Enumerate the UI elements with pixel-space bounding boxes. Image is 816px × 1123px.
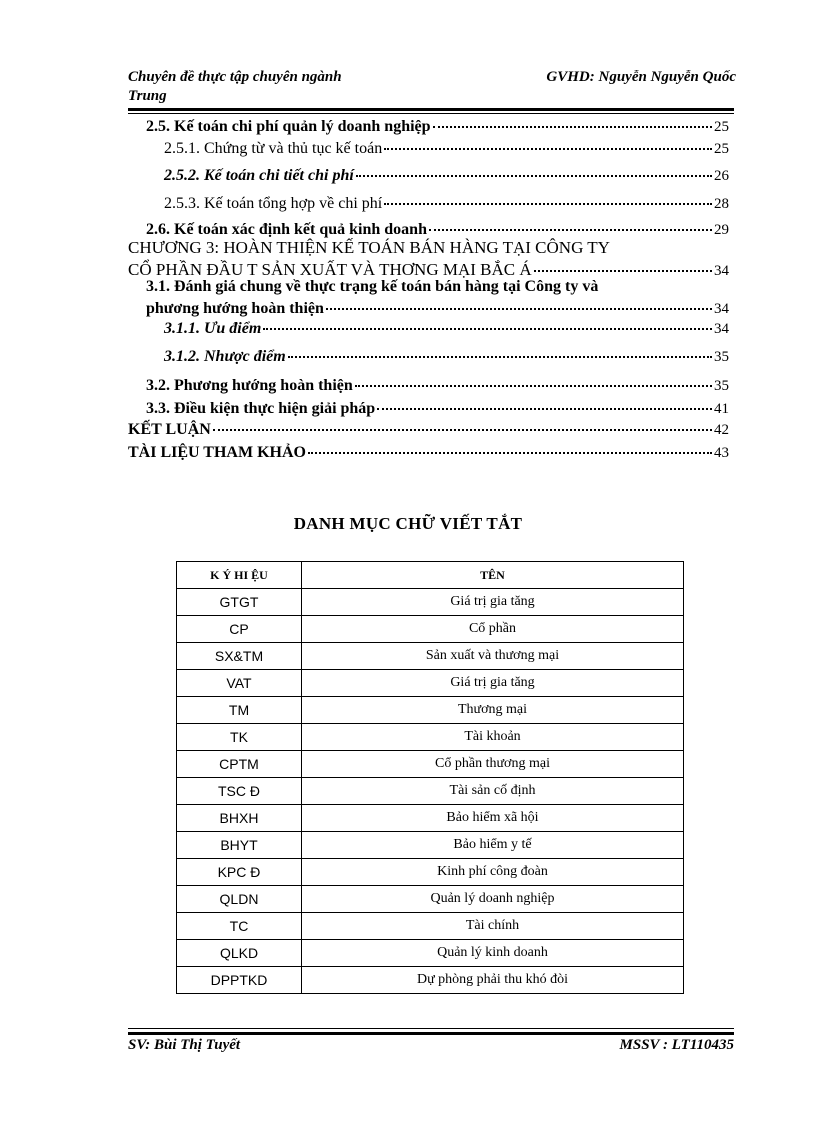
toc-leader bbox=[433, 126, 712, 128]
abbr-meaning: Cổ phần thương mại bbox=[302, 751, 684, 778]
abbr-symbol: QLKD bbox=[177, 940, 302, 967]
abbr-meaning: Bảo hiểm y tế bbox=[302, 832, 684, 859]
toc-entry-title: 2.5.1. Chứng từ và thủ tục kế toán bbox=[164, 140, 383, 157]
toc-entry[interactable] bbox=[146, 377, 729, 395]
abbr-symbol: QLDN bbox=[177, 886, 302, 913]
column-header-name: TÊN bbox=[302, 562, 684, 589]
abbr-symbol: DPPTKD bbox=[177, 967, 302, 994]
table-row bbox=[177, 778, 684, 805]
abbr-meaning: Tài khoản bbox=[302, 724, 684, 751]
toc-leader bbox=[213, 429, 712, 431]
abbr-symbol: CP bbox=[177, 616, 302, 643]
toc-leader bbox=[356, 175, 712, 177]
page-header bbox=[128, 68, 736, 108]
toc-leader bbox=[288, 356, 712, 358]
table-row bbox=[177, 670, 684, 697]
toc-entry-page: 34 bbox=[714, 263, 729, 279]
footer-student-name: SV: Bùi Thị Tuyết bbox=[128, 1037, 241, 1053]
table-row bbox=[177, 751, 684, 778]
abbr-symbol: TSC Đ bbox=[177, 778, 302, 805]
toc-entry[interactable] bbox=[146, 118, 729, 136]
toc-entry-page: 35 bbox=[714, 378, 729, 394]
toc-entry-page: 34 bbox=[714, 301, 729, 317]
abbr-symbol: CPTM bbox=[177, 751, 302, 778]
toc-entry-title: 2.5. Kế toán chi phí quản lý doanh nghiệp bbox=[146, 118, 431, 135]
toc-leader bbox=[326, 308, 712, 310]
toc-entry-page: 42 bbox=[714, 422, 729, 438]
table-row bbox=[177, 724, 684, 751]
abbr-symbol: TC bbox=[177, 913, 302, 940]
toc-leader bbox=[308, 452, 712, 454]
toc-entry[interactable] bbox=[164, 140, 729, 158]
footer-rule-thick bbox=[128, 1032, 734, 1035]
footer-rule-thin bbox=[128, 1028, 734, 1029]
toc-leader bbox=[355, 385, 712, 387]
abbr-meaning: Kinh phí công đoàn bbox=[302, 859, 684, 886]
toc-entry-title: 2.6. Kế toán xác định kết quả kinh doanh bbox=[146, 221, 427, 238]
abbr-symbol: KPC Đ bbox=[177, 859, 302, 886]
toc-leader bbox=[263, 328, 712, 330]
toc-entry-title: 2.5.3. Kế toán tổng hợp về chi phí bbox=[164, 195, 383, 212]
toc-entry[interactable] bbox=[146, 221, 729, 239]
abbr-symbol: SX&TM bbox=[177, 643, 302, 670]
table-row bbox=[177, 589, 684, 616]
abbr-meaning: Dự phòng phải thu khó đòi bbox=[302, 967, 684, 994]
toc-leader bbox=[384, 203, 712, 205]
toc-entry[interactable] bbox=[164, 167, 729, 185]
toc-entry-title: TÀI LIỆU THAM KHẢO bbox=[128, 444, 306, 461]
abbr-meaning: Sản xuất và thương mại bbox=[302, 643, 684, 670]
table-row bbox=[177, 967, 684, 994]
toc-entry[interactable] bbox=[128, 421, 729, 439]
toc-entry-page: 26 bbox=[714, 168, 729, 184]
toc-entry-chapter[interactable] bbox=[128, 260, 729, 280]
toc-entry[interactable] bbox=[128, 444, 729, 462]
abbr-meaning: Giá trị gia tăng bbox=[302, 589, 684, 616]
abbr-symbol: BHXH bbox=[177, 805, 302, 832]
table-row bbox=[177, 913, 684, 940]
toc-entry[interactable] bbox=[146, 278, 729, 296]
abbreviation-table bbox=[176, 561, 684, 994]
abbr-meaning: Bảo hiểm xã hội bbox=[302, 805, 684, 832]
toc-entry-title: 3.1.1. Ưu điểm bbox=[164, 320, 262, 337]
table-header-row bbox=[177, 562, 684, 589]
toc-entry-title: CHƯƠNG 3: HOÀN THIỆN KẾ TOÁN BÁN HÀNG TẠI CÔNG TY bbox=[128, 238, 610, 257]
toc-entry-title: 3.1. Đánh giá chung về thực trạng kế toán bán hàng tại Công ty và bbox=[146, 278, 599, 295]
abbr-symbol: VAT bbox=[177, 670, 302, 697]
header-rule-thin bbox=[128, 113, 734, 114]
toc-entry-page: 41 bbox=[714, 401, 729, 417]
toc-entry-chapter[interactable] bbox=[128, 238, 729, 258]
header-supervisor: GVHD: Nguyễn Nguyễn Quốc bbox=[546, 69, 736, 85]
toc-leader bbox=[534, 270, 712, 272]
toc-entry-page: 34 bbox=[714, 321, 729, 337]
toc-entry-title: 3.1.2. Nhược điểm bbox=[164, 348, 286, 365]
table-row bbox=[177, 805, 684, 832]
table-row bbox=[177, 940, 684, 967]
toc-entry[interactable] bbox=[146, 400, 729, 418]
abbr-meaning: Quản lý doanh nghiệp bbox=[302, 886, 684, 913]
abbr-symbol: TK bbox=[177, 724, 302, 751]
toc-entry[interactable] bbox=[164, 195, 729, 213]
toc-entry-page: 43 bbox=[714, 445, 729, 461]
toc-entry-page: 28 bbox=[714, 196, 729, 212]
column-header-symbol: K Ý HI ỆU bbox=[177, 562, 302, 589]
table-row bbox=[177, 832, 684, 859]
toc-entry-title: 3.2. Phương hướng hoàn thiện bbox=[146, 377, 353, 394]
table-row bbox=[177, 886, 684, 913]
abbr-meaning: Tài chính bbox=[302, 913, 684, 940]
abbr-symbol: BHYT bbox=[177, 832, 302, 859]
toc-entry-page: 35 bbox=[714, 349, 729, 365]
header-rule-thick bbox=[128, 108, 734, 111]
header-course-line2: Trung bbox=[128, 88, 167, 104]
table-row bbox=[177, 697, 684, 724]
header-course-line1: Chuyên đề thực tập chuyên ngành bbox=[128, 69, 342, 85]
abbr-meaning: Thương mại bbox=[302, 697, 684, 724]
toc-entry-title: 3.3. Điều kiện thực hiện giải pháp bbox=[146, 400, 376, 417]
table-row bbox=[177, 859, 684, 886]
abbr-meaning: Giá trị gia tăng bbox=[302, 670, 684, 697]
toc-leader bbox=[384, 148, 712, 150]
abbr-meaning: Tài sản cố định bbox=[302, 778, 684, 805]
table-row bbox=[177, 643, 684, 670]
toc-entry[interactable] bbox=[164, 320, 729, 338]
toc-leader bbox=[429, 229, 712, 231]
abbr-meaning: Cổ phần bbox=[302, 616, 684, 643]
toc-leader bbox=[377, 408, 712, 410]
abbr-symbol: GTGT bbox=[177, 589, 302, 616]
abbr-meaning: Quản lý kinh doanh bbox=[302, 940, 684, 967]
abbreviation-list-title: DANH MỤC CHỮ VIẾT TẮT bbox=[293, 514, 523, 533]
toc-entry-page: 25 bbox=[714, 141, 729, 157]
toc-entry[interactable] bbox=[146, 300, 729, 318]
toc-entry-title: 2.5.2. Kế toán chi tiết chi phí bbox=[164, 167, 354, 184]
toc-entry-page: 25 bbox=[714, 119, 729, 135]
toc-entry-page: 29 bbox=[714, 222, 729, 238]
table-row bbox=[177, 616, 684, 643]
toc-entry-title: CỔ PHẦN ĐẦU T SẢN XUẤT VÀ THƠNG MẠI BẮC Á bbox=[128, 260, 532, 279]
toc-entry-title: KẾT LUẬN bbox=[128, 421, 211, 438]
footer-student-id: MSSV : LT110435 bbox=[619, 1037, 734, 1053]
toc-entry-title: phương hướng hoàn thiện bbox=[146, 300, 324, 317]
toc-entry[interactable] bbox=[164, 348, 729, 366]
abbr-symbol: TM bbox=[177, 697, 302, 724]
header-course-title bbox=[128, 68, 418, 106]
